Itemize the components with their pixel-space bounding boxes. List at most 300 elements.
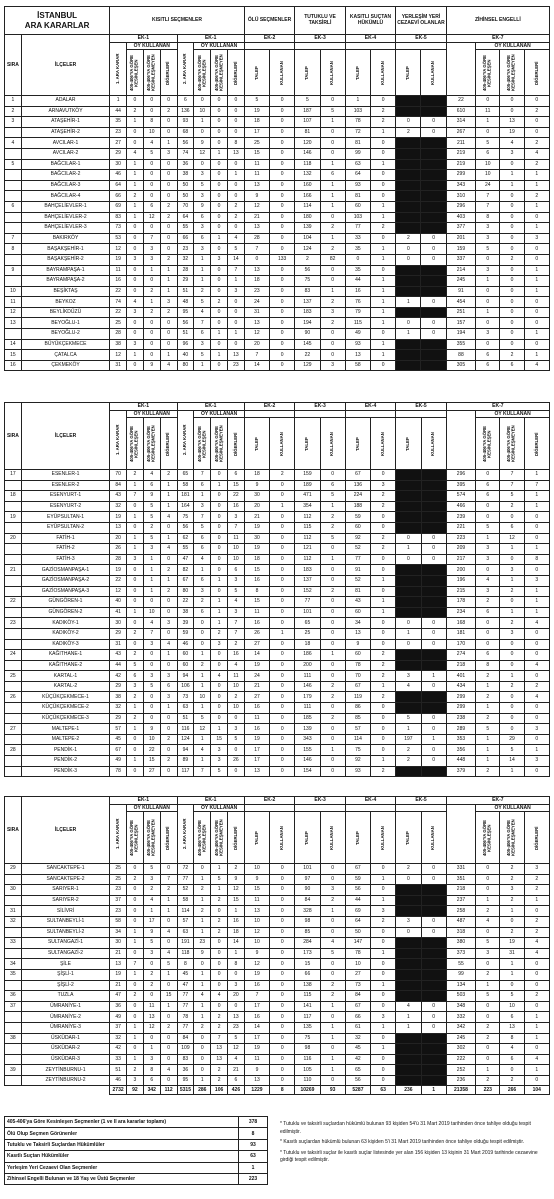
summary-value: 378 bbox=[239, 1117, 268, 1128]
table-cell bbox=[421, 96, 446, 107]
table-cell: 2 bbox=[127, 470, 144, 481]
table-cell: 72 bbox=[177, 864, 194, 875]
table-row bbox=[5, 470, 550, 481]
row-number: 8 bbox=[5, 244, 22, 255]
table-cell: 117 bbox=[295, 1012, 320, 1023]
table-cell: 88 bbox=[446, 350, 475, 361]
table-row bbox=[5, 906, 550, 917]
column-header bbox=[446, 43, 475, 96]
table-cell: 43 bbox=[345, 597, 370, 608]
table-cell bbox=[421, 212, 446, 223]
table-cell: 0 bbox=[396, 618, 421, 629]
table-cell: 574 bbox=[446, 491, 475, 502]
column-header: KULLANAN bbox=[371, 50, 396, 96]
column-header: 405-406'YA GÖRE KESİNLEŞEN bbox=[127, 418, 144, 470]
ek-header: EK-5 bbox=[396, 35, 447, 43]
row-number: 19 bbox=[5, 512, 22, 523]
table-cell: 0 bbox=[228, 713, 245, 724]
table-cell: 234 bbox=[446, 607, 475, 618]
table-cell: 1 bbox=[160, 276, 177, 287]
footer-area bbox=[4, 1116, 550, 1185]
table-cell: 1 bbox=[500, 766, 524, 777]
table-cell: 29 bbox=[177, 276, 194, 287]
table-row bbox=[5, 117, 550, 128]
table-cell bbox=[421, 276, 446, 287]
total-cell: 5287 bbox=[345, 1086, 370, 1095]
table-cell: 0 bbox=[320, 734, 345, 745]
table-cell: 75 bbox=[295, 276, 320, 287]
district-name: BAYRAMPAŞA-2 bbox=[21, 276, 109, 287]
table-cell: 6 bbox=[194, 212, 211, 223]
table-cell: 19 bbox=[244, 1044, 269, 1055]
table-cell: 67 bbox=[345, 1001, 370, 1012]
table-cell: 70 bbox=[177, 201, 194, 212]
table-cell: 318 bbox=[446, 927, 475, 938]
table-cell: 342 bbox=[446, 1022, 475, 1033]
table-cell: 0 bbox=[228, 745, 245, 756]
table-row bbox=[5, 874, 550, 885]
table-cell: 4 bbox=[524, 360, 549, 371]
table-row bbox=[5, 724, 550, 735]
table-cell: 0 bbox=[160, 938, 177, 949]
table-cell: 16 bbox=[345, 286, 370, 297]
table-cell: 0 bbox=[270, 212, 295, 223]
group-header: KISITLI SEÇMENLER bbox=[110, 7, 245, 35]
table-cell: 3 bbox=[127, 307, 144, 318]
table-cell: 1 bbox=[524, 745, 549, 756]
table-cell: 1 bbox=[396, 1012, 421, 1023]
table-cell: 45 bbox=[110, 734, 127, 745]
table-cell: 1 bbox=[127, 938, 144, 949]
table-cell: 0 bbox=[270, 959, 295, 970]
table-cell: 21 bbox=[110, 980, 127, 991]
table-cell bbox=[396, 1044, 421, 1055]
table-cell: 1 bbox=[194, 1001, 211, 1012]
table-cell: 27 bbox=[143, 766, 160, 777]
district-name: BAŞAKŞEHİR-2 bbox=[21, 254, 109, 265]
row-number bbox=[5, 223, 22, 234]
table-cell: 13 bbox=[110, 959, 127, 970]
table-cell: 0 bbox=[270, 980, 295, 991]
table-cell: 8 bbox=[476, 212, 500, 223]
table-cell: 3 bbox=[143, 671, 160, 682]
table-cell: 5 bbox=[160, 959, 177, 970]
table-cell: 59 bbox=[345, 512, 370, 523]
table-cell: 101 bbox=[295, 607, 320, 618]
table-cell bbox=[396, 180, 421, 191]
table-cell: 0 bbox=[127, 265, 144, 276]
table-cell: 2 bbox=[500, 864, 524, 875]
table-cell: 0 bbox=[270, 927, 295, 938]
district-name: BAĞCILAR-2 bbox=[21, 170, 109, 181]
table-cell: 0 bbox=[127, 639, 144, 650]
table-cell: 0 bbox=[143, 191, 160, 202]
summary-row bbox=[5, 1128, 268, 1139]
row-number bbox=[5, 1054, 22, 1065]
table-cell: 0 bbox=[524, 339, 549, 350]
table-cell: 6 bbox=[143, 480, 160, 491]
table-cell: 0 bbox=[270, 703, 295, 714]
district-name: BAHÇELİEVLER-2 bbox=[21, 212, 109, 223]
table-cell: 67 bbox=[177, 575, 194, 586]
table-cell: 29 bbox=[110, 713, 127, 724]
table-cell: 5 bbox=[320, 491, 345, 502]
table-cell: 0 bbox=[320, 138, 345, 149]
table-cell: 448 bbox=[446, 756, 475, 767]
table-cell: 85 bbox=[345, 713, 370, 724]
table-cell: 22 bbox=[110, 286, 127, 297]
table-cell: 111 bbox=[295, 671, 320, 682]
column-header: 405-406'YA GÖRE KESİNLEŞMEYEN bbox=[143, 812, 160, 864]
ek-header: EK-5 bbox=[396, 403, 446, 411]
table-cell: 238 bbox=[446, 713, 475, 724]
table-cell: 8 bbox=[143, 1065, 160, 1076]
district-name: SULTANBEYLİ-2 bbox=[21, 927, 109, 938]
table-cell: 1 bbox=[320, 233, 345, 244]
column-header: TALEP bbox=[244, 418, 269, 470]
table-cell: 2 bbox=[320, 318, 345, 329]
table-cell: 47 bbox=[177, 554, 194, 565]
table-cell: 0 bbox=[320, 575, 345, 586]
table-row bbox=[5, 885, 550, 896]
row-number bbox=[5, 766, 22, 777]
table-cell: 6 bbox=[194, 480, 211, 491]
district-name: ADALAR bbox=[21, 96, 109, 107]
table-cell: 10 bbox=[228, 681, 245, 692]
table-cell: 4 bbox=[211, 671, 228, 682]
table-cell bbox=[396, 565, 421, 576]
table-cell: 0 bbox=[160, 522, 177, 533]
table-cell: 0 bbox=[524, 212, 549, 223]
table-cell: 0 bbox=[476, 927, 500, 938]
table-cell: 13 bbox=[211, 1054, 228, 1065]
table-row bbox=[5, 307, 550, 318]
table-cell: 0 bbox=[211, 276, 228, 287]
column-header bbox=[446, 805, 475, 864]
district-name: ÜSKÜDAR-3 bbox=[21, 1054, 109, 1065]
table-cell: 55 bbox=[177, 544, 194, 555]
table-cell: 239 bbox=[446, 512, 475, 523]
table-cell: 0 bbox=[421, 874, 446, 885]
table-cell: 0 bbox=[127, 586, 144, 597]
table-cell: 7 bbox=[228, 628, 245, 639]
oy-kullanan-header: OY KULLANAN bbox=[194, 805, 245, 812]
table-cell: 96 bbox=[177, 339, 194, 350]
table-cell: 15 bbox=[244, 148, 269, 159]
table-cell: 0 bbox=[160, 117, 177, 128]
table-cell: 0 bbox=[270, 618, 295, 629]
table-cell: 103 bbox=[345, 106, 370, 117]
table-cell: 1 bbox=[127, 480, 144, 491]
table-cell: 0 bbox=[421, 329, 446, 340]
table-cell: 7 bbox=[244, 350, 269, 361]
district-name: BEYOĞLU-2 bbox=[21, 329, 109, 340]
table-cell: 0 bbox=[371, 565, 396, 576]
table-cell: 1 bbox=[371, 276, 396, 287]
table-cell: 13 bbox=[345, 350, 370, 361]
table-cell: 348 bbox=[446, 1001, 475, 1012]
table-cell: 48 bbox=[177, 297, 194, 308]
table-cell bbox=[396, 501, 421, 512]
row-number: 11 bbox=[5, 297, 22, 308]
table-cell: 0 bbox=[396, 254, 421, 265]
table-cell: 23 bbox=[177, 244, 194, 255]
table-cell: 214 bbox=[446, 265, 475, 276]
table-cell: 0 bbox=[320, 660, 345, 671]
table-row bbox=[5, 554, 550, 565]
table-cell: 0 bbox=[270, 480, 295, 491]
table-cell: 56 bbox=[177, 522, 194, 533]
table-cell: 3 bbox=[320, 307, 345, 318]
table-cell: 0 bbox=[270, 491, 295, 502]
table-cell: 2 bbox=[211, 1022, 228, 1033]
table-cell: 36 bbox=[177, 159, 194, 170]
table-cell: 141 bbox=[295, 1001, 320, 1012]
table-cell bbox=[396, 138, 421, 149]
table-cell: 274 bbox=[446, 650, 475, 661]
table-cell bbox=[421, 501, 446, 512]
table-row bbox=[5, 339, 550, 350]
table-cell: 5 bbox=[227, 244, 244, 255]
table-cell: 12 bbox=[143, 212, 160, 223]
table-cell: 2 bbox=[476, 597, 500, 608]
table-cell: 16 bbox=[244, 980, 269, 991]
table-cell: 1 bbox=[160, 650, 177, 661]
district-name: BAĞCILAR-3 bbox=[21, 180, 109, 191]
column-header: 405-406'YA GÖRE KESİNLEŞEN bbox=[127, 812, 144, 864]
table-cell: 38 bbox=[110, 339, 127, 350]
column-header: SIRA bbox=[5, 403, 22, 470]
table-cell: 1 bbox=[371, 307, 396, 318]
table-cell: 0 bbox=[211, 1001, 228, 1012]
table-cell: 1 bbox=[160, 895, 177, 906]
table-cell: 0 bbox=[127, 597, 144, 608]
row-number bbox=[5, 276, 22, 287]
table-cell: 66 bbox=[110, 191, 127, 202]
table-cell: 0 bbox=[476, 864, 500, 875]
table-cell: 5 bbox=[211, 766, 228, 777]
table-cell: 106 bbox=[177, 681, 194, 692]
table-cell: 7 bbox=[194, 766, 211, 777]
table-cell: 332 bbox=[446, 1012, 475, 1023]
table-cell: 43 bbox=[110, 650, 127, 661]
table-cell: 2 bbox=[194, 1022, 211, 1033]
table-cell: 6 bbox=[177, 96, 194, 107]
table-cell: 179 bbox=[295, 692, 320, 703]
table-cell: 3 bbox=[228, 724, 245, 735]
district-name: SULTANGAZİ-2 bbox=[21, 948, 109, 959]
row-number: 1 bbox=[5, 96, 22, 107]
table-cell: 2 bbox=[371, 117, 396, 128]
district-name: GAZİOSMANPAŞA-1 bbox=[21, 565, 109, 576]
table-row bbox=[5, 501, 550, 512]
table-cell: 19 bbox=[244, 106, 269, 117]
table-cell: 0 bbox=[371, 927, 396, 938]
table-cell: 0 bbox=[270, 916, 295, 927]
table-cell: 0 bbox=[270, 1075, 295, 1086]
table-cell: 12 bbox=[194, 148, 211, 159]
table-cell: 10 bbox=[228, 703, 245, 714]
table-cell: 21 bbox=[244, 212, 269, 223]
table-cell: 77 bbox=[295, 597, 320, 608]
table-cell: 154 bbox=[295, 766, 320, 777]
table-cell: 0 bbox=[396, 318, 421, 329]
table-cell: 23 bbox=[194, 938, 211, 949]
table-cell: 2 bbox=[160, 307, 177, 318]
table-cell: 0 bbox=[320, 618, 345, 629]
table-cell: 92 bbox=[345, 533, 370, 544]
table-cell: 5 bbox=[476, 244, 500, 255]
table-cell: 1 bbox=[211, 607, 228, 618]
table-cell: 65 bbox=[345, 1065, 370, 1076]
table-cell: 1 bbox=[476, 980, 500, 991]
table-row bbox=[5, 692, 550, 703]
table-cell: 10 bbox=[244, 864, 269, 875]
table-cell: 3 bbox=[160, 692, 177, 703]
table-cell: 7 bbox=[143, 233, 160, 244]
table-cell: 0 bbox=[143, 692, 160, 703]
table-cell: 0 bbox=[127, 864, 144, 875]
table-cell: 4 bbox=[524, 1054, 549, 1065]
table-cell: 16 bbox=[244, 618, 269, 629]
table-cell: 0 bbox=[160, 170, 177, 181]
table-cell: 1 bbox=[371, 575, 396, 586]
table-cell: 0 bbox=[524, 650, 549, 661]
table-cell: 0 bbox=[270, 512, 295, 523]
table-row bbox=[5, 138, 550, 149]
table-cell: 0 bbox=[211, 938, 228, 949]
table-cell: 0 bbox=[127, 360, 144, 371]
table-cell: 187 bbox=[295, 106, 320, 117]
table-cell: 173 bbox=[295, 948, 320, 959]
table-cell: 0 bbox=[371, 1065, 396, 1076]
table-cell: 1 bbox=[320, 554, 345, 565]
row-number bbox=[5, 660, 22, 671]
row-number bbox=[5, 480, 22, 491]
table-cell: 0 bbox=[160, 1044, 177, 1055]
table-cell: 0 bbox=[143, 170, 160, 181]
table-cell: 0 bbox=[194, 96, 211, 107]
table-cell bbox=[421, 692, 446, 703]
table-cell bbox=[421, 286, 446, 297]
table-cell: 0 bbox=[270, 948, 295, 959]
table-cell: 5 bbox=[500, 991, 524, 1002]
table-cell: 0 bbox=[211, 703, 228, 714]
table-cell: 17 bbox=[244, 756, 269, 767]
column-header: 405-406'YA GÖRE KESİNLEŞEN bbox=[194, 812, 211, 864]
table-cell: 1 bbox=[194, 895, 211, 906]
table-cell: 27 bbox=[110, 138, 127, 149]
table-cell: 22 bbox=[110, 575, 127, 586]
table-cell: 267 bbox=[446, 127, 475, 138]
table-cell: 1 bbox=[524, 170, 549, 181]
table-cell: 0 bbox=[371, 329, 396, 340]
table-cell: 0 bbox=[500, 1065, 524, 1076]
column-header: TALEP bbox=[345, 50, 370, 96]
table-cell: 1 bbox=[127, 1022, 144, 1033]
table-cell: 2 bbox=[524, 159, 549, 170]
table-cell: 75 bbox=[345, 745, 370, 756]
row-number bbox=[5, 681, 22, 692]
table-cell: 3 bbox=[143, 244, 160, 255]
table-cell: 0 bbox=[127, 916, 144, 927]
total-cell: 8 bbox=[270, 1086, 295, 1095]
table-cell: 1 bbox=[211, 575, 228, 586]
column-header: TALEP bbox=[396, 50, 421, 96]
table-cell: 296 bbox=[446, 470, 475, 481]
column-header: 1. ARA KARAR bbox=[110, 411, 127, 470]
table-cell: 1 bbox=[211, 864, 228, 875]
table-cell: 3 bbox=[143, 254, 160, 265]
table-cell: 5 bbox=[228, 1033, 245, 1044]
table-cell: 0 bbox=[270, 307, 295, 318]
table-cell bbox=[396, 350, 421, 361]
table-cell: 0 bbox=[371, 639, 396, 650]
table-cell: 16 bbox=[110, 276, 127, 287]
table-cell: 0 bbox=[270, 554, 295, 565]
table-cell: 3 bbox=[524, 756, 549, 767]
table-cell: 0 bbox=[371, 180, 396, 191]
table-cell: 70 bbox=[110, 470, 127, 481]
table-cell: 2 bbox=[500, 618, 524, 629]
table-cell bbox=[421, 650, 446, 661]
oy-kullanan-header: OY KULLANAN bbox=[476, 411, 550, 418]
table-cell: 0 bbox=[524, 734, 549, 745]
table-cell: 197 bbox=[396, 734, 421, 745]
table-cell: 0 bbox=[500, 233, 524, 244]
total-cell: 223 bbox=[476, 1086, 500, 1095]
row-number bbox=[5, 127, 22, 138]
table-cell: 0 bbox=[524, 766, 549, 777]
table-cell: 2 bbox=[320, 991, 345, 1002]
table-cell: 13 bbox=[345, 628, 370, 639]
table-cell: 32 bbox=[110, 1033, 127, 1044]
table-cell bbox=[396, 286, 421, 297]
table-cell: 0 bbox=[500, 554, 524, 565]
district-name: BAHÇELİEVLER-1 bbox=[21, 201, 109, 212]
ek-header: EK-1 bbox=[110, 797, 177, 805]
table-cell bbox=[396, 597, 421, 608]
table-row bbox=[5, 703, 550, 714]
table-row bbox=[5, 522, 550, 533]
table-cell: 2 bbox=[160, 470, 177, 481]
table-cell: 1 bbox=[500, 906, 524, 917]
table-cell: 112 bbox=[295, 533, 320, 544]
table-cell: 1 bbox=[371, 254, 396, 265]
table-cell: 133 bbox=[270, 254, 295, 265]
row-number bbox=[5, 329, 22, 340]
table-cell: 2 bbox=[320, 895, 345, 906]
table-cell: 0 bbox=[320, 212, 345, 223]
table-cell: 1 bbox=[194, 980, 211, 991]
ek-header: EK-3 bbox=[295, 797, 345, 805]
table-cell: 68 bbox=[177, 127, 194, 138]
table-row bbox=[5, 713, 550, 724]
table-cell: 1 bbox=[127, 927, 144, 938]
table-cell: 0 bbox=[524, 1001, 549, 1012]
table-cell: 4 bbox=[524, 692, 549, 703]
table-cell: 50 bbox=[177, 180, 194, 191]
table-cell: 0 bbox=[127, 522, 144, 533]
table-cell: 0 bbox=[524, 297, 549, 308]
table-cell: 0 bbox=[500, 191, 524, 202]
table-cell: 47 bbox=[177, 980, 194, 991]
summary-row bbox=[5, 1173, 268, 1184]
table-cell bbox=[421, 480, 446, 491]
table-cell: 36 bbox=[110, 1001, 127, 1012]
table-cell: 40 bbox=[110, 597, 127, 608]
column-header: 405-406'YA GÖRE KESİNLEŞMEYEN bbox=[143, 418, 160, 470]
